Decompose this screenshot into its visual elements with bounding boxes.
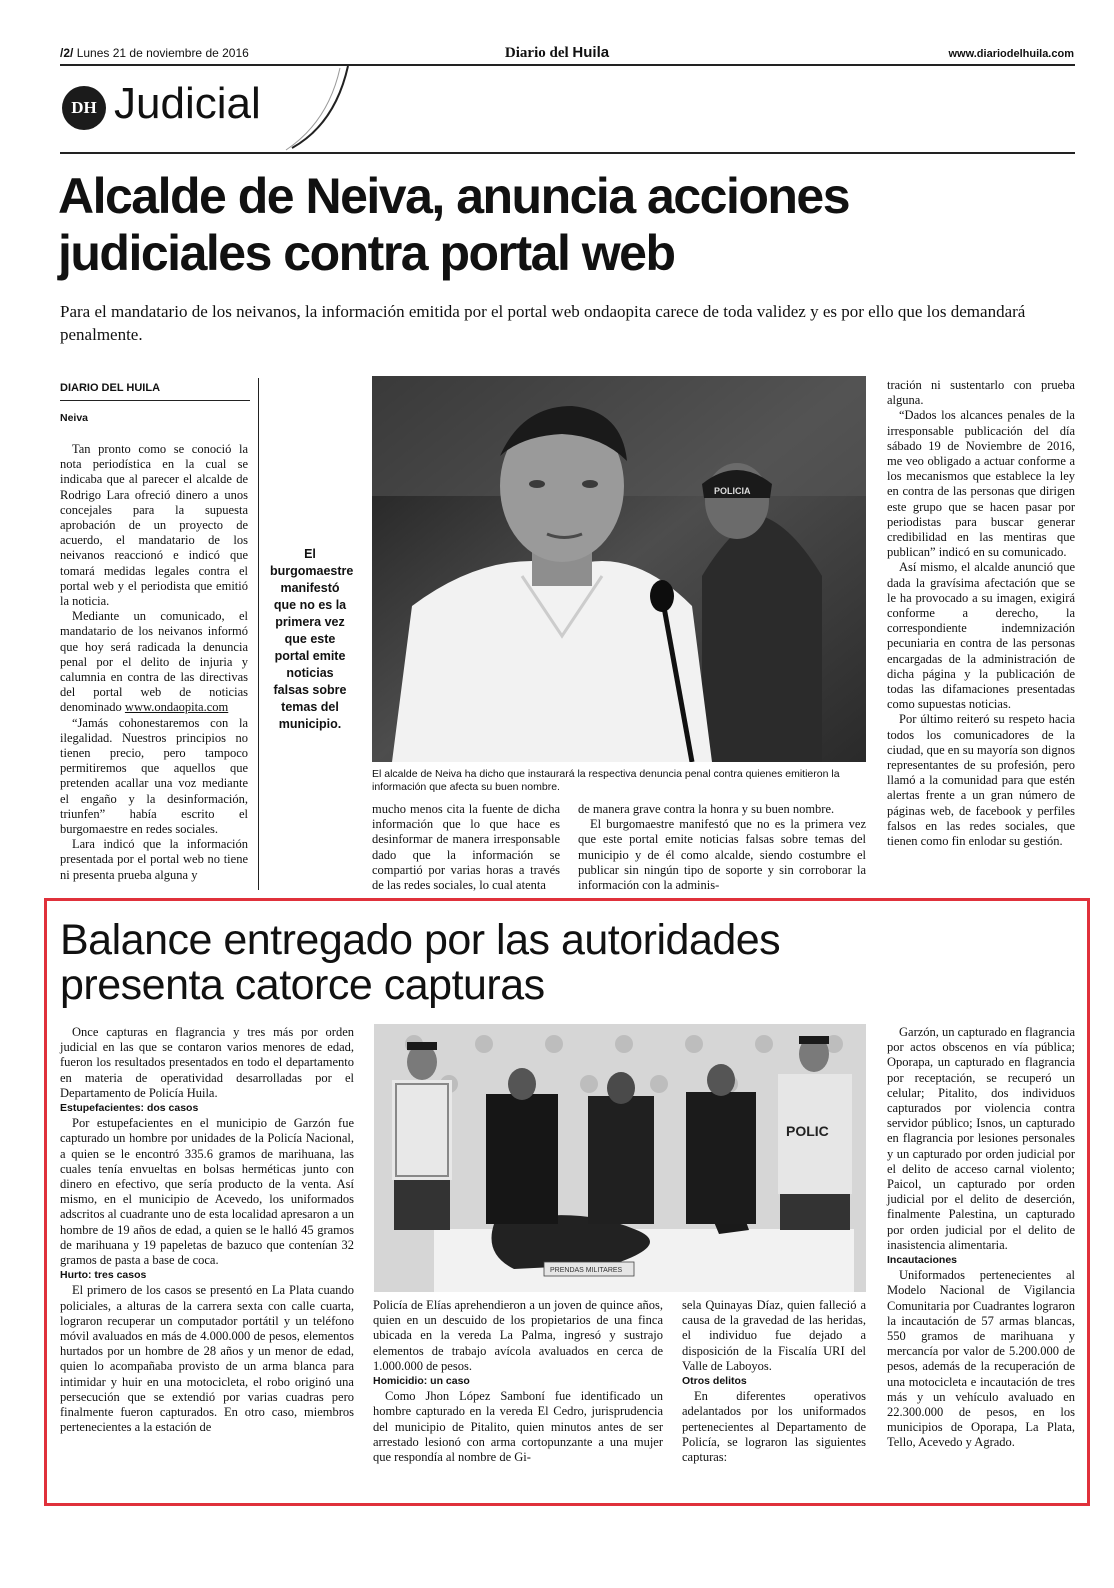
article2-headline — [60, 918, 1080, 1008]
headline-line: Alcalde de Neiva, anuncia acciones — [58, 168, 850, 224]
paper-name-bold: Huila — [572, 44, 610, 61]
article2-col3 — [682, 1298, 866, 1465]
paragraph — [60, 609, 248, 715]
subhead-drugs: Estupefacientes: dos casos — [60, 1102, 199, 1115]
dateline: Neiva — [60, 412, 89, 424]
subhead-seizures: Incautaciones — [887, 1254, 958, 1267]
paragraph: tración ni sustentarlo con prueba alguna. — [887, 378, 1075, 408]
header-rule — [60, 64, 1075, 66]
paragraph: Tan pronto como se conoció la nota periodística en la cual se indicaba que al parecer el alcalde de Rodrigo Lara ofreció dinero a unos concejales para la supuesta aprobación de un proyecto de acuerdo, el mandatario de los neivanos reaccionó e indicó que tomará medidas legales contra el portal web y el periodista que emitió la noticia. — [60, 442, 248, 609]
article2-col4 — [887, 1025, 1075, 1451]
article1-headline — [58, 168, 1098, 282]
article1-col3 — [372, 802, 560, 893]
paragraph: mucho menos cita la fuente de dicha información que lo que hace es desinformar de manera irresponsable dado que la información se compartió por varias horas a través de las redes sociales, lo cual atenta — [372, 802, 560, 893]
article1-col4 — [578, 802, 866, 893]
paragraph: sela Quinayas Díaz, quien falleció a causa de la gravedad de las heridas, el individuo fue dejado a disposición de la Fiscalía URI del Valle de Laboyos. — [682, 1298, 866, 1373]
issue-date: Lunes 21 de noviembre de 2016 — [76, 46, 249, 60]
ondaopita-link[interactable]: www.ondaopita.com — [124, 700, 229, 715]
table-sign: PRENDAS MILITARES — [550, 1267, 623, 1274]
detainees-photo — [374, 1024, 866, 1292]
website-url[interactable]: www.diariodelhuila.com — [948, 48, 1074, 60]
section-rule — [60, 152, 1075, 154]
paragraph: Por último reiteró su respeto hacia todos los comunicadores de la ciudad, que en su mayoría son dignos representantes de su profesión, pero llamó a la comunidad para que estén alertas frente a un gran número de páginas web, de facebook y perfiles falsos en las redes sociales, que tienen como fin enlodar su gestión. — [887, 712, 1075, 849]
paragraph-text: Mediante un comunicado, el mandatario de los neivanos informó que hoy será radicada la denuncia penal por el delito de injuria y calumnia en contra de las directivas del portal web de noticias denominado — [60, 609, 248, 715]
paragraph: “Jamás cohonestaremos con la ilegalidad. Nuestros principios no tienen precio, pero tampoco permitiremos que aquellos que pretenden acallar una voz mediante el engaño y la desinformación, triunfen” había escrito el burgomaestre en redes sociales. — [60, 715, 248, 837]
vest-label: POLIC — [786, 1123, 829, 1139]
paragraph: Once capturas en flagrancia y tres más por orden judicial en las que se contaron varios menores de edad, fueron los resultados presentados en todo el departamento en materia de operatividad desarrolladas por el Departamento de Policía Huila. — [60, 1025, 354, 1100]
paragraph: El primero de los casos se presentó en La Plata cuando policiales, a alturas de la carrera sexta con calle cuarta, lograron recuperar un computador portátil y un teléfono móvil avaluados en más de 4.000.000 de pesos, elementos hurtados por un hombre de 28 años y un menor de edad, quien lo acompañaba provisto de un arma blanca para intimidar y huir en una motocicleta, el robo originó una persecución que se extendió por varias cuadras pero finalmente fueron capturados. En otro caso, miembros pertenecientes a la estación de — [60, 1283, 354, 1435]
masthead — [0, 44, 1114, 62]
pullquote: El burgomaestre manifestó que no es la primera vez que este portal emite noticias falsas sobre temas del municipio. — [270, 547, 354, 731]
paragraph: Lara indicó que la información presentada por el portal web no tiene ni presenta prueba alguna y — [60, 837, 248, 882]
paragraph: de manera grave contra la honra y su buen nombre. — [578, 802, 835, 816]
article1-col5 — [887, 378, 1075, 849]
subhead-homicide: Homicidio: un caso — [373, 1375, 470, 1388]
paragraph: Uniformados pertenecientes al Modelo Nacional de Vigilancia Comunitaria por Cuadrantes lograron la incautación de 57 armas blancas, 550 gramos de marihuana y mercancía por valor de 5.200.000 de pesos, además de la recuperación de una motocicleta e incautación de tres más y un vehículo avaluado en 22.300.000 de pesos, en los municipios de Oporapa, La Plata, Tello, Acevedo y Agrado. — [887, 1268, 1075, 1450]
headline-line: judiciales contra portal web — [58, 225, 675, 281]
dh-logo: DH — [62, 86, 106, 130]
paper-name: Diario del — [504, 45, 569, 61]
headline-line: presenta catorce capturas — [60, 961, 545, 1009]
paragraph: Como Jhon López Samboní fue identificado un hombre capturado en la vereda El Cedro, jurisprudencia del municipio de Pitalito, quien minutos antes de ser arrestado lesionó con arma cortopunzante a una mujer que respondía al nombre de Gi- — [373, 1389, 663, 1465]
section-title: Judicial — [114, 79, 261, 128]
byline-rule — [60, 400, 250, 401]
paragraph: Garzón, un capturado en flagrancia por actos obscenos en vía pública; Oporapa, un capturado en flagrancia por receptación, se recuperó un celular; Pitalito, dos individuos capturados por violencia contra servidor público; Isnos, un capturado en flagrancia por lesiones personales y un capturado por orden judicial por el delito de acceso carnal violento; Paicol, un capturado por orden judicial por el delito de deserción, finalmente Palestina, un capturado por orden judicial por el delito de inasistencia alimentaria. — [887, 1025, 1075, 1252]
police-cap-badge: POLICIA — [714, 486, 751, 496]
byline: DIARIO DEL HUILA — [60, 382, 161, 394]
subhead-theft: Hurto: tres casos — [60, 1269, 147, 1282]
mayor-photo-image — [372, 376, 866, 762]
paragraph: En diferentes operativos adelantados por los uniformados pertenecientes al Departamento de Policía, se lograron las siguientes capturas: — [682, 1389, 866, 1465]
article2-col1 — [60, 1025, 354, 1435]
detainees-photo-image — [374, 1024, 866, 1292]
subhead-other: Otros delitos — [682, 1375, 747, 1388]
article1-col1 — [60, 442, 248, 883]
paragraph: Así mismo, el alcalde anunció que dada la gravísima afectación que se le ha provocado a su imagen, exigirá conforme a derecho, la correspondiente indemnización pecuniaria en contra de las personas encargadas de la administración de dicha página y la publicación de todas las difamaciones presentadas como supuestas noticias. — [887, 560, 1075, 712]
page-number: /2/ — [60, 46, 74, 60]
paragraph: Policía de Elías aprehendieron a un joven de quince años, quien en un descuido de los propietarios de una finca ubicada en la vereda La Palma, ingresó y sustrajo elementos de trabajo avícola avaluados en cerca de 1.000.000 de pesos. — [373, 1298, 663, 1373]
section-swoosh — [280, 64, 350, 154]
paragraph: “Dados los alcances penales de la irresponsable publicación del día sábado 19 de Noviembre de 2016, me veo obligado a actuar conforme a los mecanismos que establece la ley en contra de las personas que dirigen este grupo que se hacen pasar por periodistas para buscar generar credibilidad en las mentiras que publican” indicó en su comunicado. — [887, 408, 1075, 560]
column-rule — [258, 378, 259, 890]
paragraph: Por estupefacientes en el municipio de Garzón fue capturado un hombre por unidades de la Policía Nacional, a quien se le encontró 335.6 gramos de marihuana, las cuales tenía envueltas en bolsas herméticas junto con dinero en efectivo, que sería producto de la venta. Así mismo, en el municipio de Acevedo, los uniformados adscritos al cuadrante uno de esta localidad apresaron a un hombre de 19 años de edad, a quien se le halló 45 gramos de marihuana y 19 papeletas de bazuco que contenían 32 gramos de pasta a base de coca. — [60, 1116, 354, 1268]
mayor-photo — [372, 376, 866, 762]
mayor-photo-caption: El alcalde de Neiva ha dicho que instaurará la respectiva denuncia penal contra quienes emitieron la información que afecta su buen nombre. — [372, 768, 840, 793]
paragraph: El burgomaestre manifestó que no es la primera vez que este portal emite noticias falsas sobre temas del municipio y de él como alcalde, siendo costumbre el publicar sin ningún tipo de soporte y sin corroborar la información con la adminis- — [578, 817, 866, 893]
headline-line: Balance entregado por las autoridades — [60, 916, 781, 964]
article1-dek: Para el mandatario de los neivanos, la información emitida por el portal web ondaopita carece de toda validez y es por ello que los demandará penalmente. — [60, 302, 1026, 344]
article2-col2 — [373, 1298, 663, 1465]
